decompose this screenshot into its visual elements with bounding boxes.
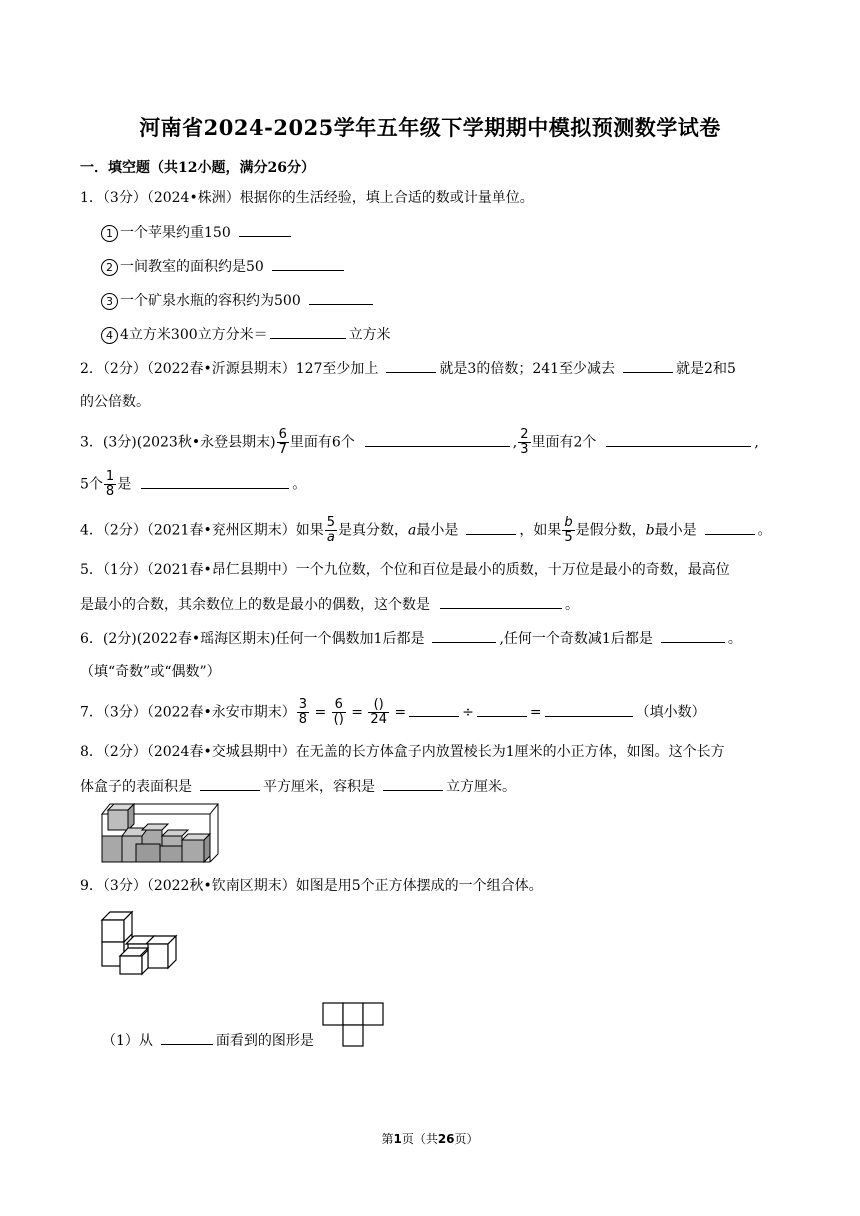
fraction [277,428,289,457]
q8-text-b: 平方厘米，容积是 [263,779,375,795]
circled-number: 3 [101,293,118,310]
denominator: 8 [298,712,307,727]
q3-line-1: 3．(3分)(2023秋•永登县期末) $\frac{6}{7}$ 里面有6个 , $\frac{2}{3}$ 里面有2个 , [80,427,759,457]
fraction [562,516,574,545]
fraction [518,428,530,457]
numerator: 3 [298,697,307,712]
answer-blank[interactable] [409,702,459,717]
q1-item-1 [101,222,294,243]
q3-end: 。 [292,476,307,493]
q5-text: 是最小的合数，其余数位上的数是最小的偶数，这个数是 [80,597,430,613]
fraction [297,698,309,727]
q9-sub-text-a: （1）从 [102,1033,153,1049]
q2-text-a: 2．（2分）（2022春•沂源县期末）127至少加上 [80,361,379,377]
q7-note: （填小数） [635,704,706,721]
numerator: 6 [332,698,346,713]
circled-number: 2 [101,259,118,276]
q8-text-a: 体盒子的表面积是 [80,779,192,795]
page-total: 26 [437,1132,455,1146]
q6-end: 。 [727,631,742,647]
section-heading: 一．填空题（共12小题，满分26分） [80,160,315,176]
q8-line-1: 8．（2分）（2024春•交城县期中）在无盖的长方体盒子内放置棱长为1厘米的小正方体，如图。这个长方 [80,744,725,760]
q8-box-figure [98,800,220,866]
q8-line-2 [80,776,516,797]
q1-item-text: 一个苹果约重150 [120,225,231,241]
answer-blank[interactable] [270,324,346,339]
answer-blank[interactable] [432,628,496,643]
q1-item-2 [101,256,347,277]
equals-sign: = [351,704,363,721]
q2-line-2: 的公倍数。 [80,394,150,410]
q9-sub-text-b: 面看到的图形是 [215,1033,314,1049]
q1-heading: 1．（3分）（2024•株洲）根据你的生活经验，填上合适的数或计量单位。 [80,190,534,206]
denominator-blank[interactable]: () [333,712,344,727]
fraction [104,470,116,499]
q4-text-2: 最小是 [416,522,459,539]
q4-text-5: 最小是 [654,522,697,539]
q7-line [80,698,706,727]
answer-blank[interactable] [365,432,510,447]
q6-line-1 [80,628,742,649]
q9-cube-figure [100,910,182,976]
answer-blank[interactable] [272,256,344,271]
variable-b: b [645,522,655,539]
q9-view-shape [322,1002,386,1048]
q2-text-b: 就是3的倍数；241至少减去 [439,361,616,377]
division-sign: ÷ [462,704,474,721]
answer-blank[interactable] [200,776,260,791]
q3-text-2: 里面有2个 [531,434,597,451]
q6-text-b: ,任何一个奇数减1后都是 [499,631,653,647]
circled-number: 4 [101,327,118,344]
q1-item-3 [101,290,376,311]
numerator: b [562,516,574,531]
fraction [368,698,389,727]
q3-prefix: 3．(3分)(2023秋•永登县期末) [80,434,276,451]
q9-heading: 9．（3分）（2022秋•钦南区期末）如图是用5个正方体摆成的一个组合体。 [80,878,543,894]
answer-blank[interactable] [606,432,751,447]
answer-blank[interactable] [466,520,516,535]
answer-blank[interactable] [239,222,291,237]
q6-text-a: 6．(2分)(2022春•瑶海区期末)任何一个偶数加1后都是 [80,631,425,647]
numerator-blank[interactable]: () [368,698,389,713]
answer-blank[interactable] [440,594,562,609]
q4-text-3: ，如果 [519,522,562,539]
page-footer [0,1130,860,1147]
circled-number: 1 [101,225,118,242]
q1-item-text: 一个矿泉水瓶的容积约为500 [120,293,301,309]
q8-text-c: 立方厘米。 [446,779,516,795]
numerator: 2 [520,427,529,442]
q4-text-4: 是假分数， [575,522,646,539]
q3-line-2 [80,470,306,499]
answer-blank[interactable] [661,628,725,643]
denominator: 3 [520,442,529,457]
footer-text-b: 页（共 [401,1132,438,1146]
equals-sign: = [314,704,327,721]
answer-blank[interactable] [161,1030,213,1045]
denominator: 7 [278,442,287,457]
fraction [332,698,346,727]
q1-item-text: 一间教室的面积约是50 [120,259,264,275]
denominator: 24 [370,712,387,727]
answer-blank[interactable] [141,474,289,489]
denominator: 8 [105,484,115,499]
q2-line-1 [80,358,736,379]
numerator: 5 [326,515,335,530]
answer-blank[interactable] [477,702,527,717]
q3-text-1: 里面有6个 [289,434,355,451]
answer-blank[interactable] [386,358,436,373]
answer-blank[interactable] [309,290,373,305]
page-title: 河南省2024-2025学年五年级下学期期中模拟预测数学试卷 [139,115,721,140]
page-number: 1 [393,1132,402,1146]
q1-item-tail: 立方米 [348,327,391,343]
fraction [325,516,337,545]
q9-sub-1 [102,1030,314,1051]
footer-text-a: 第 [381,1132,394,1146]
q5-line-2 [80,594,579,615]
q1-item-4 [101,324,391,345]
q5-end: 。 [565,597,579,613]
q4-line [80,516,772,545]
q4-text-1: 是真分数， [337,522,408,539]
q4-end: 。 [757,522,772,539]
q5-line-1: 5．（1分）（2021春•昂仁县期中）一个九位数，个位和百位是最小的质数，十万位是最小的奇数，最高位 [80,562,730,578]
numerator: 1 [105,469,115,484]
q1-item-text: 4立方米300立方分米＝ [120,327,268,343]
answer-blank[interactable] [545,702,633,717]
q4-prefix: 4．（2分）（2021春•兖州区期末）如果 [80,522,324,539]
numerator: 6 [278,427,287,442]
answer-blank[interactable] [383,776,443,791]
q3-text-3: 是 [117,476,132,493]
q7-prefix: 7．（3分）（2022春•永安市期末） [80,704,296,721]
q3-prefix-2: 5个 [80,476,103,493]
answer-blank[interactable] [705,520,755,535]
denominator: 5 [564,530,573,545]
answer-blank[interactable] [623,358,673,373]
denominator: a [326,530,335,545]
q6-note: （填“奇数”或“偶数”） [80,664,221,680]
variable-a: a [407,522,417,539]
equals-sign: = [394,704,407,721]
equals-sign: = [529,704,542,721]
footer-text-c: 页） [454,1132,479,1146]
q2-text-c: 就是2和5 [676,361,736,377]
